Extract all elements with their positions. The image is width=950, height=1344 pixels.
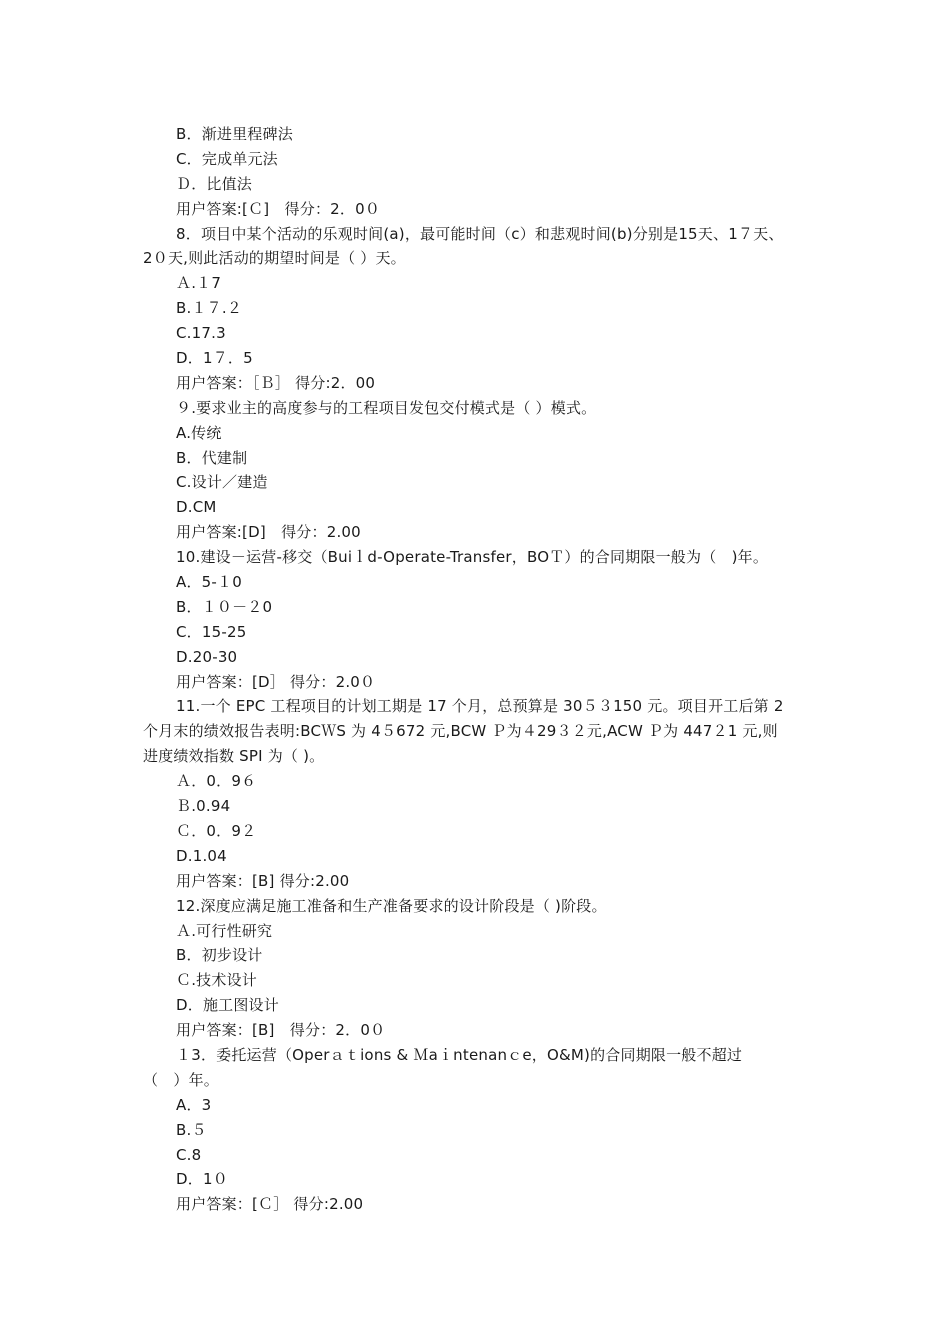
text-line: Ｃ.技术设计 bbox=[176, 971, 257, 990]
text-line: Ａ.可行性研究 bbox=[176, 921, 273, 940]
text-line: B．代建制 bbox=[176, 448, 248, 467]
text-line: D.20-30 bbox=[176, 647, 238, 666]
text-line: 12.深度应满足施工准备和生产准备要求的设计阶段是（ )阶段。 bbox=[176, 896, 607, 915]
text-line: 进度绩效指数 SPI 为（ )。 bbox=[143, 747, 325, 766]
text-line: 个月末的绩效报告表明:BCＷS 为 4５672 元,BCW Ｐ为４29３２元,ACW Ｐ为 447２1 元,则 bbox=[143, 722, 778, 741]
document-page bbox=[0, 122, 950, 1217]
text-line: D.CM bbox=[176, 498, 217, 517]
text-line: ９.要求业主的高度参与的工程项目发包交付模式是（ ）模式。 bbox=[176, 398, 597, 417]
text-line: B．初步设计 bbox=[176, 946, 263, 965]
text-line: A．3 bbox=[176, 1095, 212, 1114]
text-line: Ｄ．比值法 bbox=[176, 174, 253, 193]
text-line: C．完成单元法 bbox=[176, 149, 278, 168]
text-line: B.１７.２ bbox=[176, 299, 243, 318]
text-line: Ｃ．0．9２ bbox=[176, 821, 257, 840]
text-line: B．１０－２0 bbox=[176, 597, 273, 616]
text-line: C.8 bbox=[176, 1145, 202, 1164]
text-line: 用户答案：[D］ 得分：2.0０ bbox=[176, 672, 376, 691]
text-line: 用户答案：［Ｂ］ 得分:2．00 bbox=[176, 373, 376, 392]
text-line: A．5-１0 bbox=[176, 573, 242, 592]
text-line: （ ）年。 bbox=[143, 1070, 220, 1089]
text-line: B.５ bbox=[176, 1120, 207, 1139]
text-line: B．渐进里程碑法 bbox=[176, 125, 293, 143]
text-line: C.设计／建造 bbox=[176, 473, 268, 492]
text-line: 8．项目中某个活动的乐观时间(a)，最可能时间（c）和悲观时间(b)分别是15天、1７天、 bbox=[176, 224, 784, 243]
text-line: Ａ．0．9６ bbox=[176, 772, 257, 791]
text-line: D．1７．5 bbox=[176, 349, 253, 368]
text-line: Ｂ.0.94 bbox=[176, 797, 231, 816]
text-line: D．1０ bbox=[176, 1170, 228, 1189]
text-line: Ａ.１7 bbox=[176, 274, 222, 293]
text-line: D.1.04 bbox=[176, 846, 227, 865]
text-line: 用户答案：[B] 得分:2.00 bbox=[176, 871, 350, 890]
text-line: A.传统 bbox=[176, 423, 222, 442]
text-line: 用户答案：[Ｃ］ 得分:2.00 bbox=[176, 1195, 364, 1214]
text-line: 11.一个 EPC 工程项目的计划工期是 17 个月，总预算是 30５３150 元。项目开工后第 2 bbox=[176, 697, 784, 716]
text-line: 用户答案:[Ｃ] 得分：2．0０ bbox=[176, 199, 381, 218]
text-line: C.17.3 bbox=[176, 324, 226, 343]
text-line: 10.建设－运营-移交（Buiｌd-Operate-Transfer，BOＴ）的合同期限一般为（ )年。 bbox=[176, 548, 769, 567]
text-line: D．施工图设计 bbox=[176, 996, 279, 1015]
text-line: １3．委托运营（Operａｔions & Ｍaｉntenanｃe，O&M)的合同期限一般不超过 bbox=[176, 1045, 743, 1064]
text-line: 2０天,则此活动的期望时间是（ ）天。 bbox=[143, 249, 406, 268]
text-line: C．15-25 bbox=[176, 622, 247, 641]
text-line: 用户答案：[B] 得分：2．0０ bbox=[176, 1021, 386, 1040]
text-line: 用户答案:[D] 得分：2.00 bbox=[176, 523, 361, 542]
